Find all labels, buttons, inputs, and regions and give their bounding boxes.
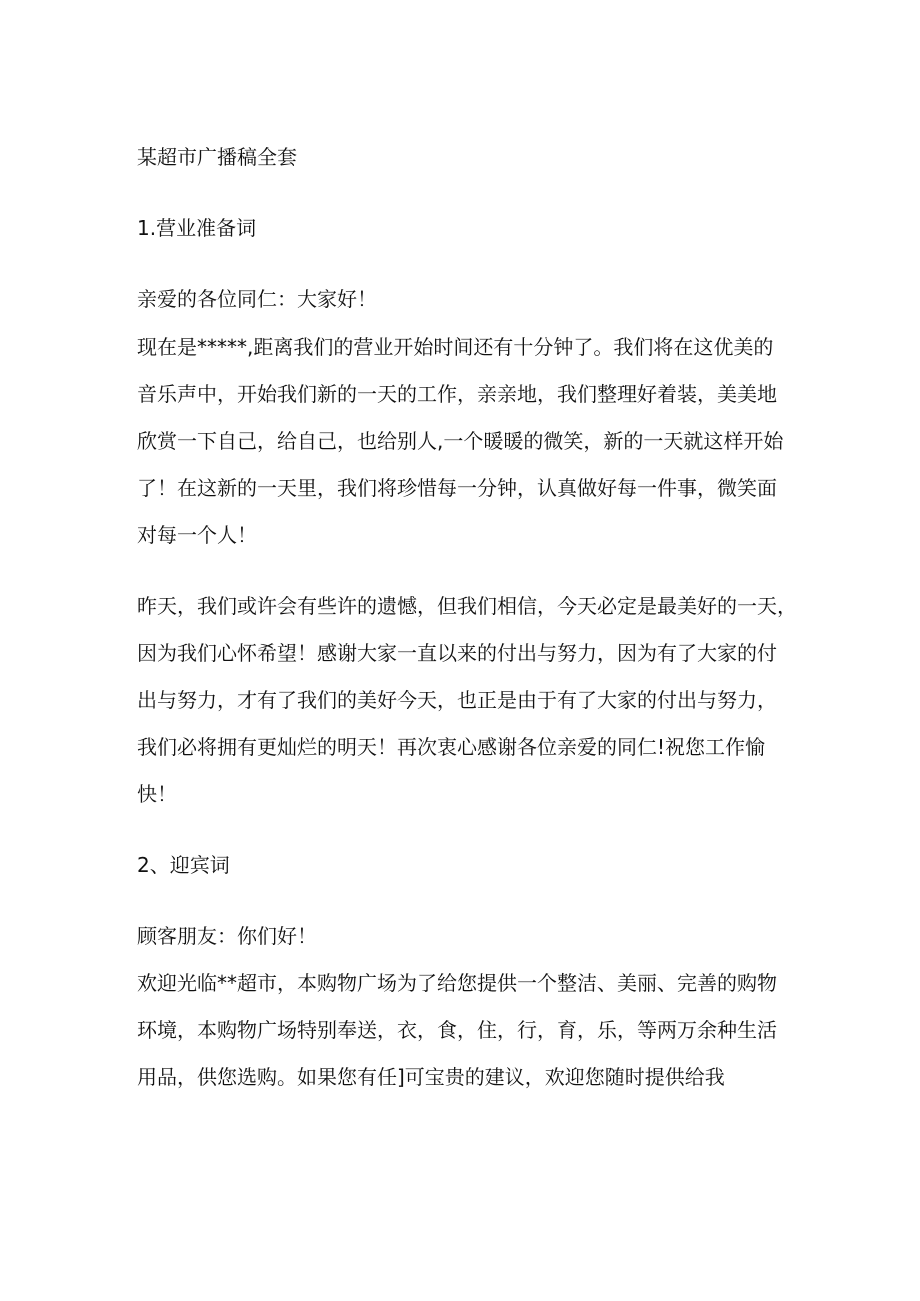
paragraph-line: 对每一个人！ xyxy=(137,523,257,547)
paragraph-line: 昨天，我们或许会有些许的遗憾，但我们相信，今天必定是最美好的一天， xyxy=(137,594,797,618)
section-heading-welcome: 2、迎宾词 xyxy=(137,853,230,877)
paragraph-line: 出与努力，才有了我们的美好今天，也正是由于有了大家的付出与努力， xyxy=(137,688,777,712)
paragraph-line: 因为我们心怀希望！感谢大家一直以来的付出与努力，因为有了大家的付 xyxy=(137,641,777,665)
paragraph-line: 环境，本购物广场特别奉送，衣，食，住，行，育，乐，等两万余种生活 xyxy=(137,1018,777,1042)
paragraph-line: 我们必将拥有更灿烂的明天！再次衷心感谢各位亲爱的同仁!祝您工作愉 xyxy=(137,735,766,759)
paragraph-line: 欢迎光临**超市，本购物广场为了给您提供一个整洁、美丽、完善的购物 xyxy=(137,971,777,995)
paragraph-line: 了！在这新的一天里，我们将珍惜每一分钟，认真做好每一件事，微笑面 xyxy=(137,476,777,500)
paragraph-line: 现在是*****,距离我们的营业开始时间还有十分钟了。我们将在这优美的 xyxy=(137,335,774,359)
paragraph-line: 欣赏一下自己，给自己，也给别人,一个暖暖的微笑，新的一天就这样开始 xyxy=(137,429,784,453)
paragraph-line: 用品，供您选购。如果您有任]可宝贵的建议，欢迎您随时提供给我 xyxy=(137,1065,725,1089)
greeting-colleagues: 亲爱的各位同仁：大家好！ xyxy=(137,287,377,311)
paragraph-line: 快！ xyxy=(137,782,177,806)
section-heading-opening: 1.营业准备词 xyxy=(137,216,257,240)
document-title: 某超市广播稿全套 xyxy=(137,145,297,169)
paragraph-line: 音乐声中，开始我们新的一天的工作，亲亲地，我们整理好着装，美美地 xyxy=(137,382,777,406)
greeting-customers: 顾客朋友：你们好！ xyxy=(137,924,317,948)
